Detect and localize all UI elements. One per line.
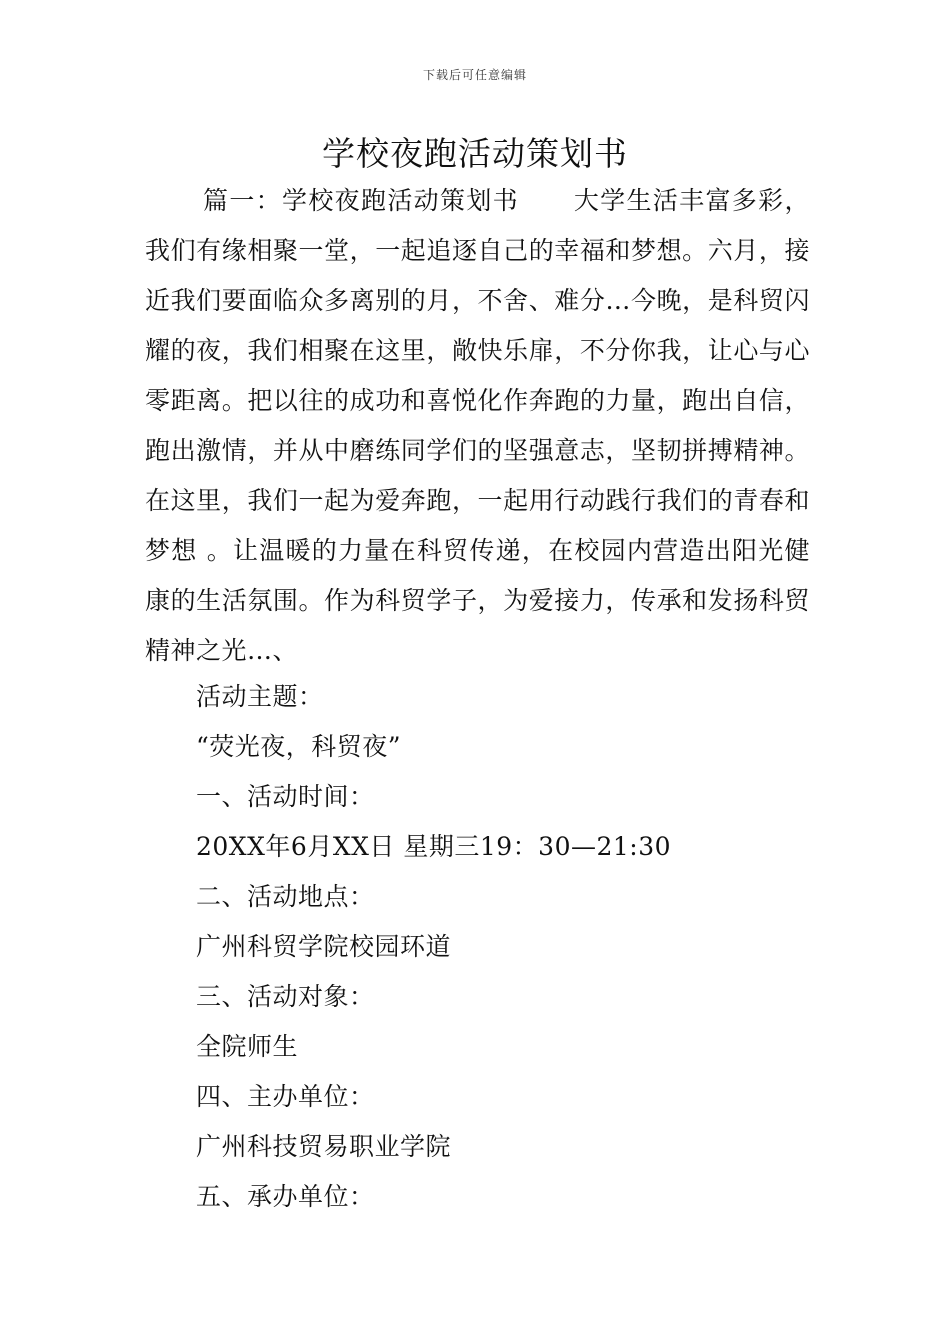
item-location-value: 广州科贸学院校园环道 xyxy=(196,932,452,961)
intro-paragraph xyxy=(145,176,810,676)
item-time-value: 20XX年6月XX日 星期三19：30—21:30 xyxy=(196,832,672,861)
document-title: 学校夜跑活动策划书 xyxy=(322,134,628,173)
header-note: 下载后可任意编辑 xyxy=(422,68,527,82)
plan-items xyxy=(196,672,816,1222)
item-time-heading: 一、活动时间： xyxy=(196,782,375,811)
item-host-heading: 五、承办单位： xyxy=(196,1182,375,1211)
item-theme-value: “荧光夜，科贸夜” xyxy=(196,732,402,761)
item-organizer-value: 广州科技贸易职业学院 xyxy=(196,1132,452,1161)
item-audience-value: 全院师生 xyxy=(196,1032,299,1061)
item-audience-heading: 三、活动对象： xyxy=(196,982,375,1011)
part-label: 篇一：学校夜跑活动策划书 xyxy=(203,186,519,215)
item-theme-heading: 活动主题： xyxy=(196,682,324,711)
item-organizer-heading: 四、主办单位： xyxy=(196,1082,375,1111)
intro-body: 大学生活丰富多彩，我们有缘相聚一堂，一起追逐自己的幸福和梦想。六月，接近我们要面临众多离别的月，不舍、难分…今晚，是科贸闪耀的夜，我们相聚在这里，敞快乐扉，不分你我，让心与心零距离。把以往的成功和喜悦化作奔跑的力量，跑出自信，跑出激情，并从中磨练同学们的坚强意志，坚韧拼搏精神。在这里，我们一起为爱奔跑，一起用行动践行我们的青春和梦想 。让温暖的力量在科贸传递，在校园内营造出阳光健康的生活氛围。作为科贸学子，为爱接力，传承和发扬科贸精神之光…、 xyxy=(145,186,810,665)
item-location-heading: 二、活动地点： xyxy=(196,882,375,911)
